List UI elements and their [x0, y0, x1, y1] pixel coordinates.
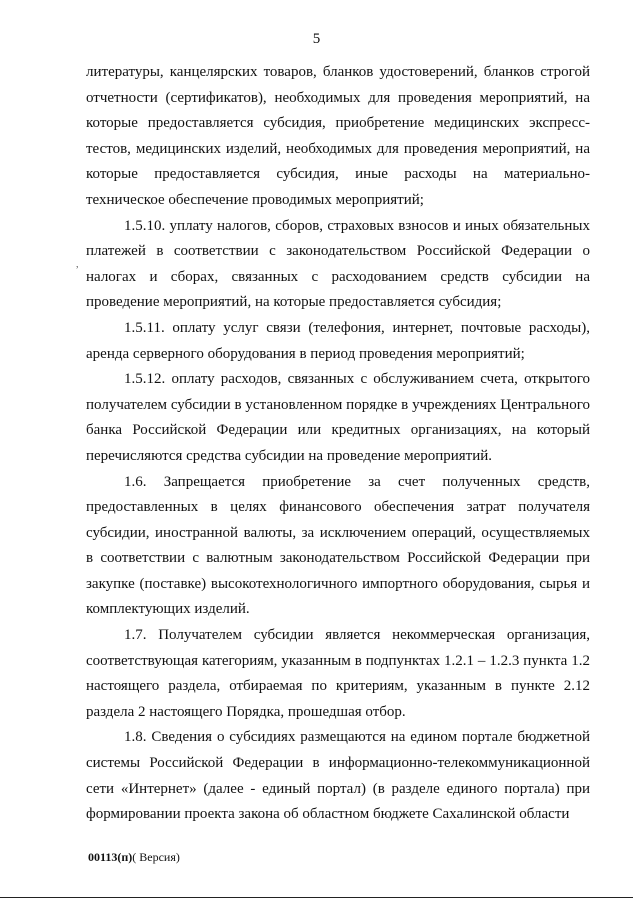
paragraph-1-7: 1.7. Получателем субсидии является некоммерческая организация, соответствующая категориям, указанным в подпунктах 1.2.1 – 1.2.3 пункта 1.2 настоящего раздела, отбираемая по критериям, указанным в пункте 2.12 раздела 2 настоящего Порядка, прошедшая отбор.: [86, 627, 590, 720]
margin-mark: ,: [76, 259, 79, 270]
paragraph-1-8: 1.8. Сведения о субсидиях размещаются на едином портале бюджетной системы Российской Федерации в информационно-телекоммуникационной сети «Интернет» (далее - единый портал) (в разделе единого портала) при формировании проекта закона об областном бюджете Сахалинской области: [86, 729, 590, 823]
paragraph-1-6: 1.6. Запрещается приобретение за счет полученных средств, предоставленных в целях финансового обеспечения затрат получателя субсидии, иностранной валюты, за исключением операций, осуществляемых в соответствии с валютным законодательством Российской Федерации при закупке (поставке) высокотехнологичного импортного оборудования, сырья и комплектующих изделий.: [86, 473, 590, 618]
footer-code: 00113(п): [88, 850, 133, 864]
page-number: 5: [312, 31, 321, 47]
paragraph-1-5-10: 1.5.10. уплату налогов, сборов, страховых взносов и иных обязательных платежей в соответствии с законодательством Российской Федерации о налогах и сборах, связанных с расходованием средств субсидии на проведение мероприятий, на которые предоставляется субсидия;: [86, 217, 590, 311]
scan-edge-line: [0, 897, 633, 898]
document-body: [86, 60, 590, 828]
paragraph-continuation: литературы, канцелярских товаров, бланков удостоверений, бланков строгой отчетности (сертификатов), необходимых для проведения мероприятий, на которые предоставляется субсидия, приобретение медицинских экспресс-тестов, медицинских изделий, необходимых для проведения мероприятий, на которые предоставляется субсидия, иные расходы на материально-техническое обеспечение проводимых мероприятий;: [86, 64, 590, 208]
paragraph-1-5-11: 1.5.11. оплату услуг связи (телефония, интернет, почтовые расходы), аренда серверного оборудования в период проведения мероприятий;: [86, 319, 590, 362]
paragraph-1-5-12: 1.5.12. оплату расходов, связанных с обслуживанием счета, открытого получателем субсидии в установленном порядке в учреждениях Центрального банка Российской Федерации или кредитных организациях, на который перечисляются средства субсидии на проведение мероприятий.: [86, 371, 590, 464]
footer-document-code: [88, 850, 180, 865]
footer-version: ( Версия): [132, 850, 180, 864]
